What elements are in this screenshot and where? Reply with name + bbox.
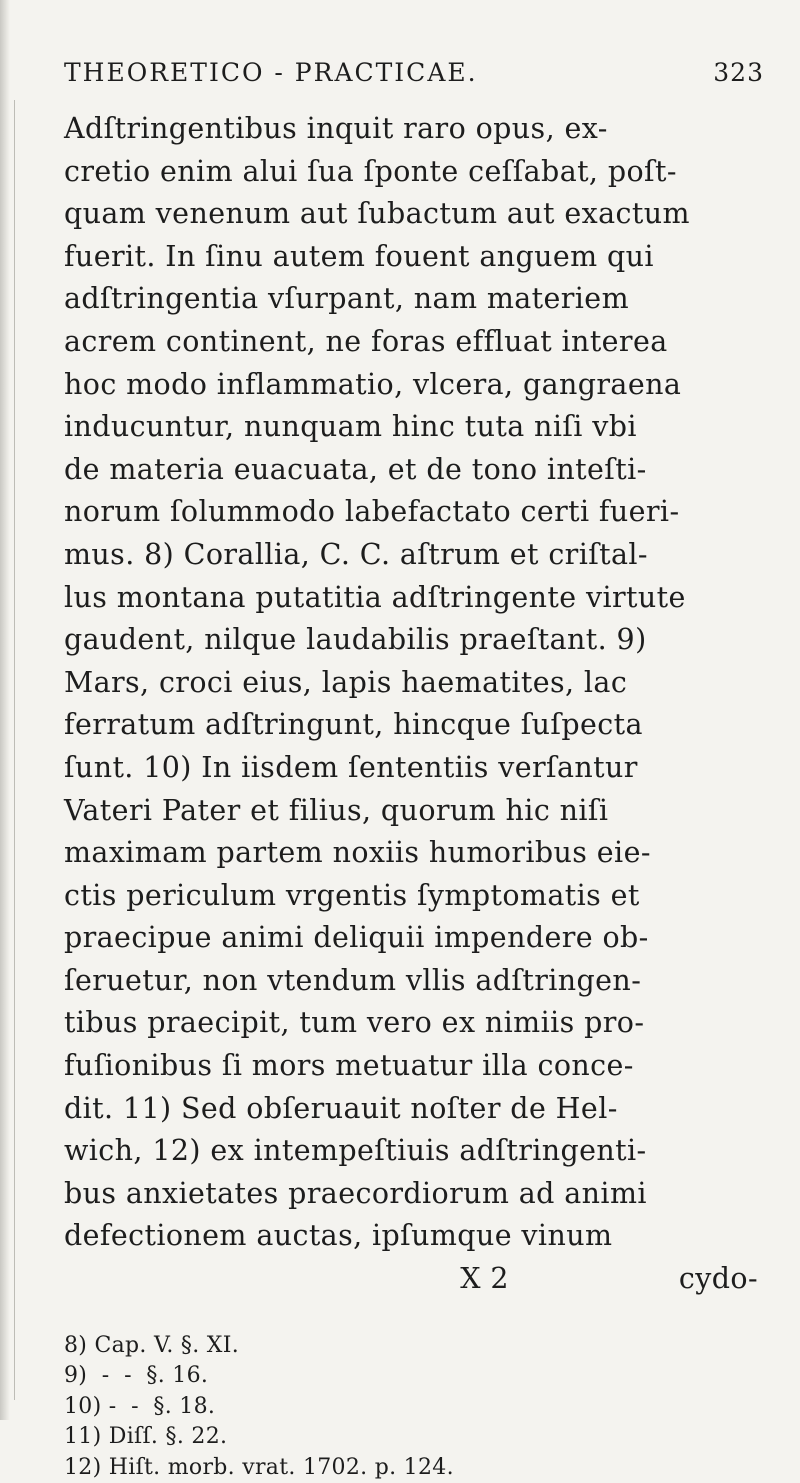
text-line: de materia euacuata, et de tono inteſti- (64, 452, 647, 486)
text-line: adſtringentia vſurpant, nam materiem (64, 282, 630, 316)
text-line: cretio enim alui ſua ſponte ceſſabat, poſt- (64, 154, 677, 188)
text-line: lus montana putatitia adſtringente virtute (64, 580, 686, 614)
catchword: cydo- (678, 1262, 758, 1296)
footnote: 12) Hiſt. morb. vrat. 1702. p. 124. (64, 1454, 454, 1480)
text-line: fuerit. In ſinu autem fouent anguem qui (64, 239, 654, 273)
footnote: 11) Diſſ. §. 22. (64, 1424, 228, 1450)
page-number: 323 (713, 58, 764, 87)
text-line: tibus praecipit, tum vero ex nimiis pro- (64, 1006, 645, 1040)
text-line: ferratum adſtringunt, hincque ſuſpecta (64, 708, 643, 742)
book-page (64, 58, 764, 1483)
footnotes (64, 1331, 764, 1483)
text-line: inducuntur, nunquam hinc tuta niſi vbi (64, 410, 637, 444)
text-line: mus. 8) Corallia, C. C. aſtrum et criſtal- (64, 537, 648, 571)
text-line: wich, 12) ex intempeſtiuis adſtringenti- (64, 1134, 647, 1168)
running-title: THEORETICO - PRACTICAE. (64, 58, 478, 87)
text-line: acrem continent, ne foras effluat interea (64, 324, 668, 358)
text-line: Mars, croci eius, lapis haematites, lac (64, 665, 628, 699)
footnote: 10) - - §. 18. (64, 1393, 216, 1419)
text-line: Adſtringentibus inquit raro opus, ex- (64, 112, 608, 145)
signature-mark: X 2 (460, 1262, 509, 1296)
margin-rule (14, 100, 15, 1400)
footnote: 8) Cap. V. §. XI. (64, 1332, 240, 1358)
text-line: gaudent, nilque laudabilis praeſtant. 9) (64, 623, 647, 657)
text-line: quam venenum aut ſubactum aut exactum (64, 197, 690, 231)
text-line: ctis periculum vrgentis ſymptomatis et (64, 878, 640, 912)
text-line: ſeruetur, non vtendum vllis adſtringen- (64, 963, 642, 997)
text-line: hoc modo inflammatio, vlcera, gangraena (64, 367, 682, 401)
binding-edge (0, 0, 10, 1420)
text-line: praecipue animi deliquii impendere ob- (64, 921, 649, 955)
page-footer-line (64, 1258, 764, 1301)
text-line: Vateri Pater et filius, quorum hic niſi (64, 793, 609, 827)
body-text (64, 108, 764, 1258)
running-head (64, 58, 764, 102)
footnote: 9) - - §. 16. (64, 1363, 209, 1389)
text-line: norum ſolummodo labefactato certi fueri- (64, 495, 680, 529)
text-line: maximam partem noxiis humoribus eie- (64, 836, 651, 870)
text-line: dit. 11) Sed obſeruauit noſter de Hel- (64, 1091, 618, 1125)
text-line: bus anxietates praecordiorum ad animi (64, 1176, 647, 1210)
text-line: fuſionibus ſi mors metuatur illa conce- (64, 1049, 634, 1083)
text-line: ſunt. 10) In iisdem ſententiis verſantur (64, 750, 638, 784)
text-line: defectionem auctas, ipſumque vinum (64, 1219, 613, 1253)
